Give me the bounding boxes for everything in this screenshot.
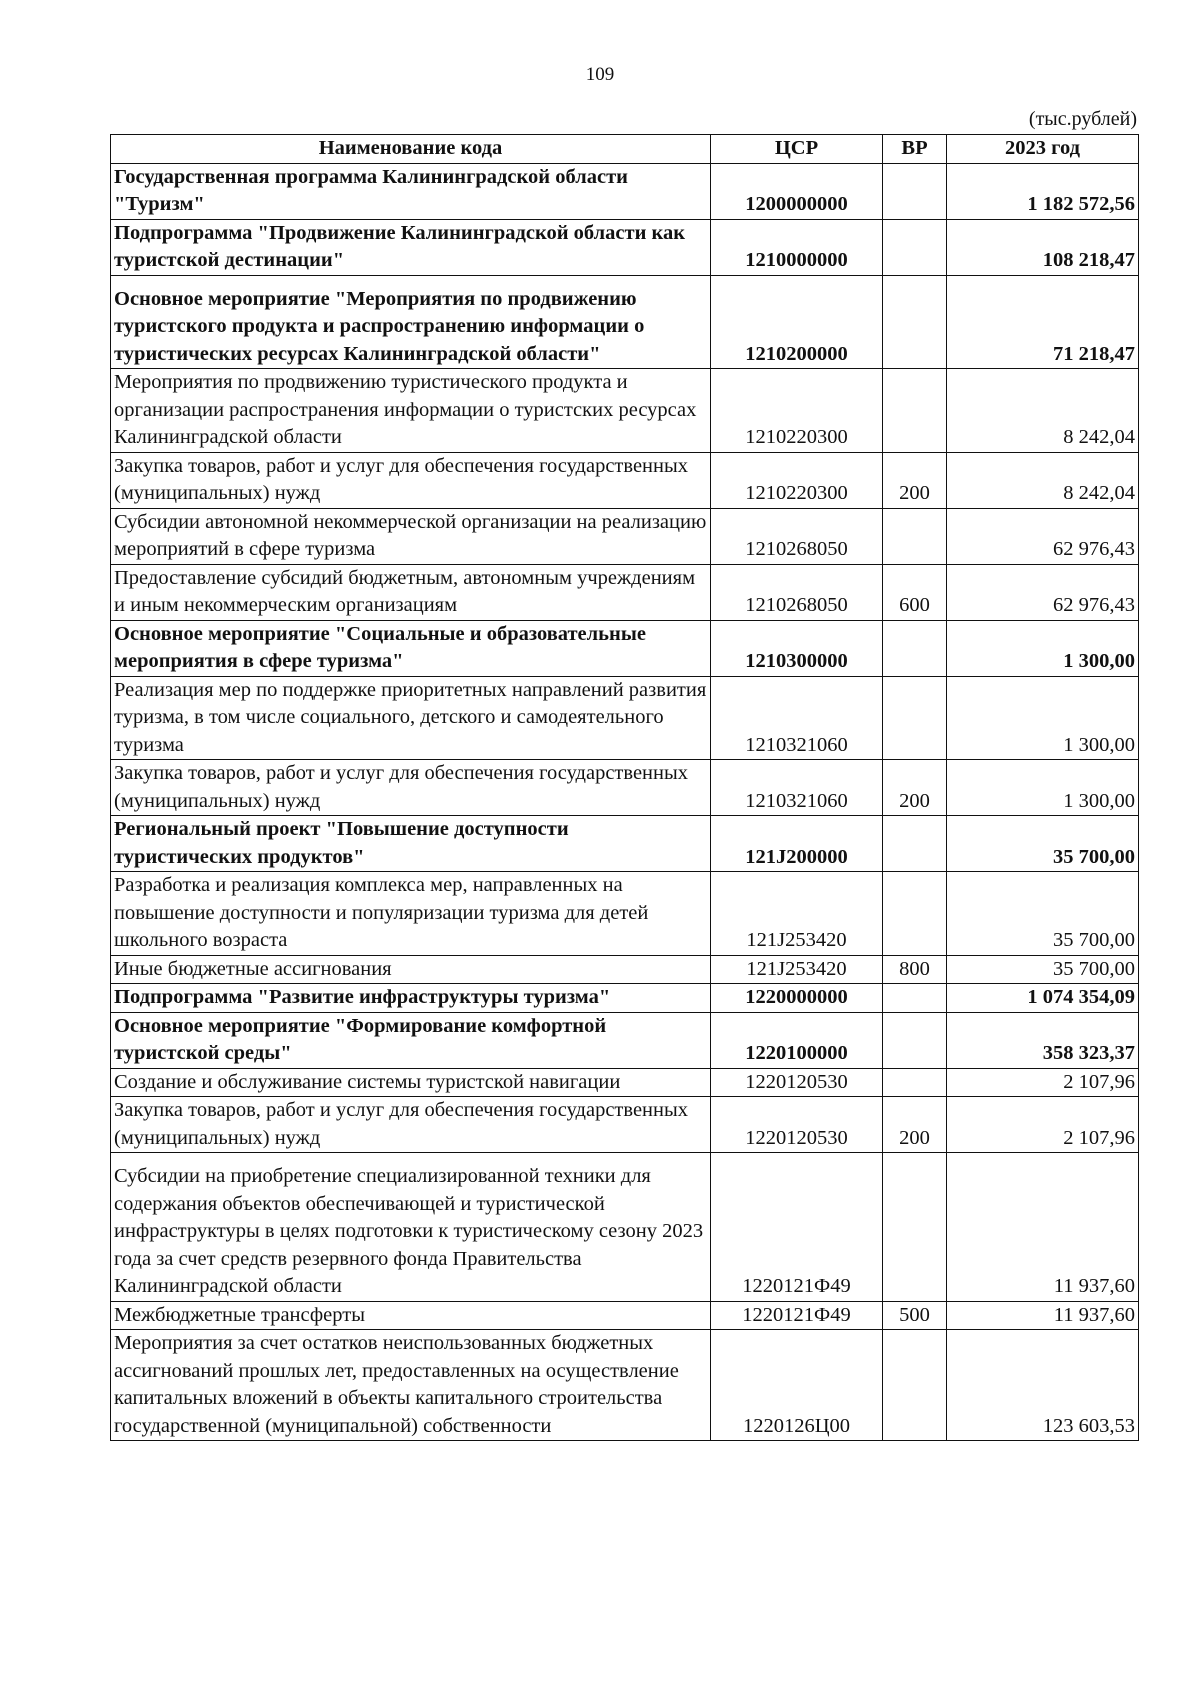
cell-csr: 1210220300 bbox=[711, 369, 883, 453]
table-row bbox=[111, 1097, 1139, 1153]
table-row bbox=[111, 275, 1139, 369]
table-row bbox=[111, 872, 1139, 956]
cell-name: Государственная программа Калининградской области "Туризм" bbox=[111, 163, 711, 219]
cell-name: Основное мероприятие "Социальные и образовательные мероприятия в сфере туризма" bbox=[111, 620, 711, 676]
budget-table bbox=[110, 134, 1139, 1441]
cell-csr: 1220126Ц00 bbox=[711, 1330, 883, 1441]
cell-vr bbox=[883, 163, 947, 219]
cell-name: Субсидии автономной некоммерческой организации на реализацию мероприятий в сфере туризма bbox=[111, 508, 711, 564]
table-row bbox=[111, 369, 1139, 453]
cell-csr: 1220100000 bbox=[711, 1012, 883, 1068]
cell-vr bbox=[883, 872, 947, 956]
cell-sum: 1 300,00 bbox=[947, 620, 1139, 676]
table-row bbox=[111, 564, 1139, 620]
cell-sum: 35 700,00 bbox=[947, 816, 1139, 872]
cell-name: Разработка и реализация комплекса мер, направленных на повышение доступности и популяризации туризма для детей школьного возраста bbox=[111, 872, 711, 956]
cell-name: Подпрограмма "Продвижение Калининградской области как туристской дестинации" bbox=[111, 219, 711, 275]
table-row bbox=[111, 676, 1139, 760]
cell-csr: 1210321060 bbox=[711, 676, 883, 760]
cell-name: Основное мероприятие "Мероприятия по продвижению туристского продукта и распространению информации о туристических ресурсах Калининградской области" bbox=[111, 275, 711, 369]
cell-vr bbox=[883, 1068, 947, 1097]
cell-sum: 1 300,00 bbox=[947, 676, 1139, 760]
cell-name: Мероприятия по продвижению туристического продукта и организации распространения информации о туристских ресурсах Калининградской области bbox=[111, 369, 711, 453]
cell-sum: 108 218,47 bbox=[947, 219, 1139, 275]
cell-vr bbox=[883, 1153, 947, 1302]
cell-csr: 1210200000 bbox=[711, 275, 883, 369]
table-row bbox=[111, 816, 1139, 872]
header-name: Наименование кода bbox=[111, 135, 711, 164]
cell-vr bbox=[883, 508, 947, 564]
cell-csr: 1210268050 bbox=[711, 508, 883, 564]
cell-vr bbox=[883, 816, 947, 872]
cell-name: Закупка товаров, работ и услуг для обеспечения государственных (муниципальных) нужд bbox=[111, 760, 711, 816]
cell-csr: 1210321060 bbox=[711, 760, 883, 816]
cell-sum: 2 107,96 bbox=[947, 1068, 1139, 1097]
table-row bbox=[111, 452, 1139, 508]
cell-sum: 8 242,04 bbox=[947, 369, 1139, 453]
table-row bbox=[111, 1012, 1139, 1068]
cell-csr: 1220000000 bbox=[711, 984, 883, 1013]
cell-csr: 1210220300 bbox=[711, 452, 883, 508]
table-row bbox=[111, 955, 1139, 984]
cell-name: Межбюджетные трансферты bbox=[111, 1301, 711, 1330]
cell-sum: 2 107,96 bbox=[947, 1097, 1139, 1153]
cell-name: Субсидии на приобретение специализированной техники для содержания объектов обеспечивающей и туристической инфраструктуры в целях подготовки к туристическому сезону 2023 года за счет средств резервного фонда Правительства Калининградской области bbox=[111, 1153, 711, 1302]
page-number: 109 bbox=[585, 64, 615, 85]
cell-sum: 11 937,60 bbox=[947, 1153, 1139, 1302]
table-row bbox=[111, 620, 1139, 676]
header-vr: ВР bbox=[883, 135, 947, 164]
cell-name: Закупка товаров, работ и услуг для обеспечения государственных (муниципальных) нужд bbox=[111, 452, 711, 508]
cell-csr: 1210300000 bbox=[711, 620, 883, 676]
cell-vr bbox=[883, 1012, 947, 1068]
cell-vr: 800 bbox=[883, 955, 947, 984]
cell-sum: 358 323,37 bbox=[947, 1012, 1139, 1068]
cell-csr: 1210268050 bbox=[711, 564, 883, 620]
cell-name: Региональный проект "Повышение доступности туристических продуктов" bbox=[111, 816, 711, 872]
cell-vr: 500 bbox=[883, 1301, 947, 1330]
table-row bbox=[111, 1330, 1139, 1441]
cell-sum: 1 300,00 bbox=[947, 760, 1139, 816]
cell-vr: 600 bbox=[883, 564, 947, 620]
cell-csr: 1210000000 bbox=[711, 219, 883, 275]
cell-sum: 62 976,43 bbox=[947, 564, 1139, 620]
table-row bbox=[111, 219, 1139, 275]
cell-vr bbox=[883, 219, 947, 275]
table-row bbox=[111, 163, 1139, 219]
cell-vr: 200 bbox=[883, 1097, 947, 1153]
table-row bbox=[111, 1068, 1139, 1097]
cell-vr bbox=[883, 984, 947, 1013]
cell-csr: 1220120530 bbox=[711, 1068, 883, 1097]
cell-name: Подпрограмма "Развитие инфраструктуры туризма" bbox=[111, 984, 711, 1013]
table-row bbox=[111, 760, 1139, 816]
table-row bbox=[111, 1301, 1139, 1330]
cell-name: Основное мероприятие "Формирование комфортной туристской среды" bbox=[111, 1012, 711, 1068]
cell-csr: 1220120530 bbox=[711, 1097, 883, 1153]
cell-vr bbox=[883, 676, 947, 760]
cell-name: Реализация мер по поддержке приоритетных направлений развития туризма, в том числе социального, детского и самодеятельного туризма bbox=[111, 676, 711, 760]
header-csr: ЦСР bbox=[711, 135, 883, 164]
cell-name: Мероприятия за счет остатков неиспользованных бюджетных ассигнований прошлых лет, предоставленных на осуществление капитальных вложений в объекты капитального строительства государственной (муниципальной) собственности bbox=[111, 1330, 711, 1441]
cell-name: Создание и обслуживание системы туристской навигации bbox=[111, 1068, 711, 1097]
cell-sum: 1 074 354,09 bbox=[947, 984, 1139, 1013]
cell-name: Иные бюджетные ассигнования bbox=[111, 955, 711, 984]
cell-csr: 121J200000 bbox=[711, 816, 883, 872]
cell-sum: 35 700,00 bbox=[947, 872, 1139, 956]
cell-csr: 1220121Ф49 bbox=[711, 1301, 883, 1330]
header-sum: 2023 год bbox=[947, 135, 1139, 164]
cell-sum: 8 242,04 bbox=[947, 452, 1139, 508]
cell-sum: 1 182 572,56 bbox=[947, 163, 1139, 219]
cell-sum: 71 218,47 bbox=[947, 275, 1139, 369]
table-row bbox=[111, 984, 1139, 1013]
cell-sum: 62 976,43 bbox=[947, 508, 1139, 564]
cell-name: Закупка товаров, работ и услуг для обеспечения государственных (муниципальных) нужд bbox=[111, 1097, 711, 1153]
cell-name: Предоставление субсидий бюджетным, автономным учреждениям и иным некоммерческим организациям bbox=[111, 564, 711, 620]
table-header-row bbox=[111, 135, 1139, 164]
table-row bbox=[111, 1153, 1139, 1302]
cell-sum: 35 700,00 bbox=[947, 955, 1139, 984]
cell-csr: 121J253420 bbox=[711, 955, 883, 984]
cell-sum: 123 603,53 bbox=[947, 1330, 1139, 1441]
cell-csr: 121J253420 bbox=[711, 872, 883, 956]
cell-csr: 1220121Ф49 bbox=[711, 1153, 883, 1302]
cell-vr bbox=[883, 275, 947, 369]
cell-vr bbox=[883, 620, 947, 676]
cell-vr bbox=[883, 369, 947, 453]
cell-csr: 1200000000 bbox=[711, 163, 883, 219]
cell-vr: 200 bbox=[883, 452, 947, 508]
cell-sum: 11 937,60 bbox=[947, 1301, 1139, 1330]
cell-vr bbox=[883, 1330, 947, 1441]
table-row bbox=[111, 508, 1139, 564]
cell-vr: 200 bbox=[883, 760, 947, 816]
units-label: (тыс.рублей) bbox=[1028, 108, 1137, 130]
